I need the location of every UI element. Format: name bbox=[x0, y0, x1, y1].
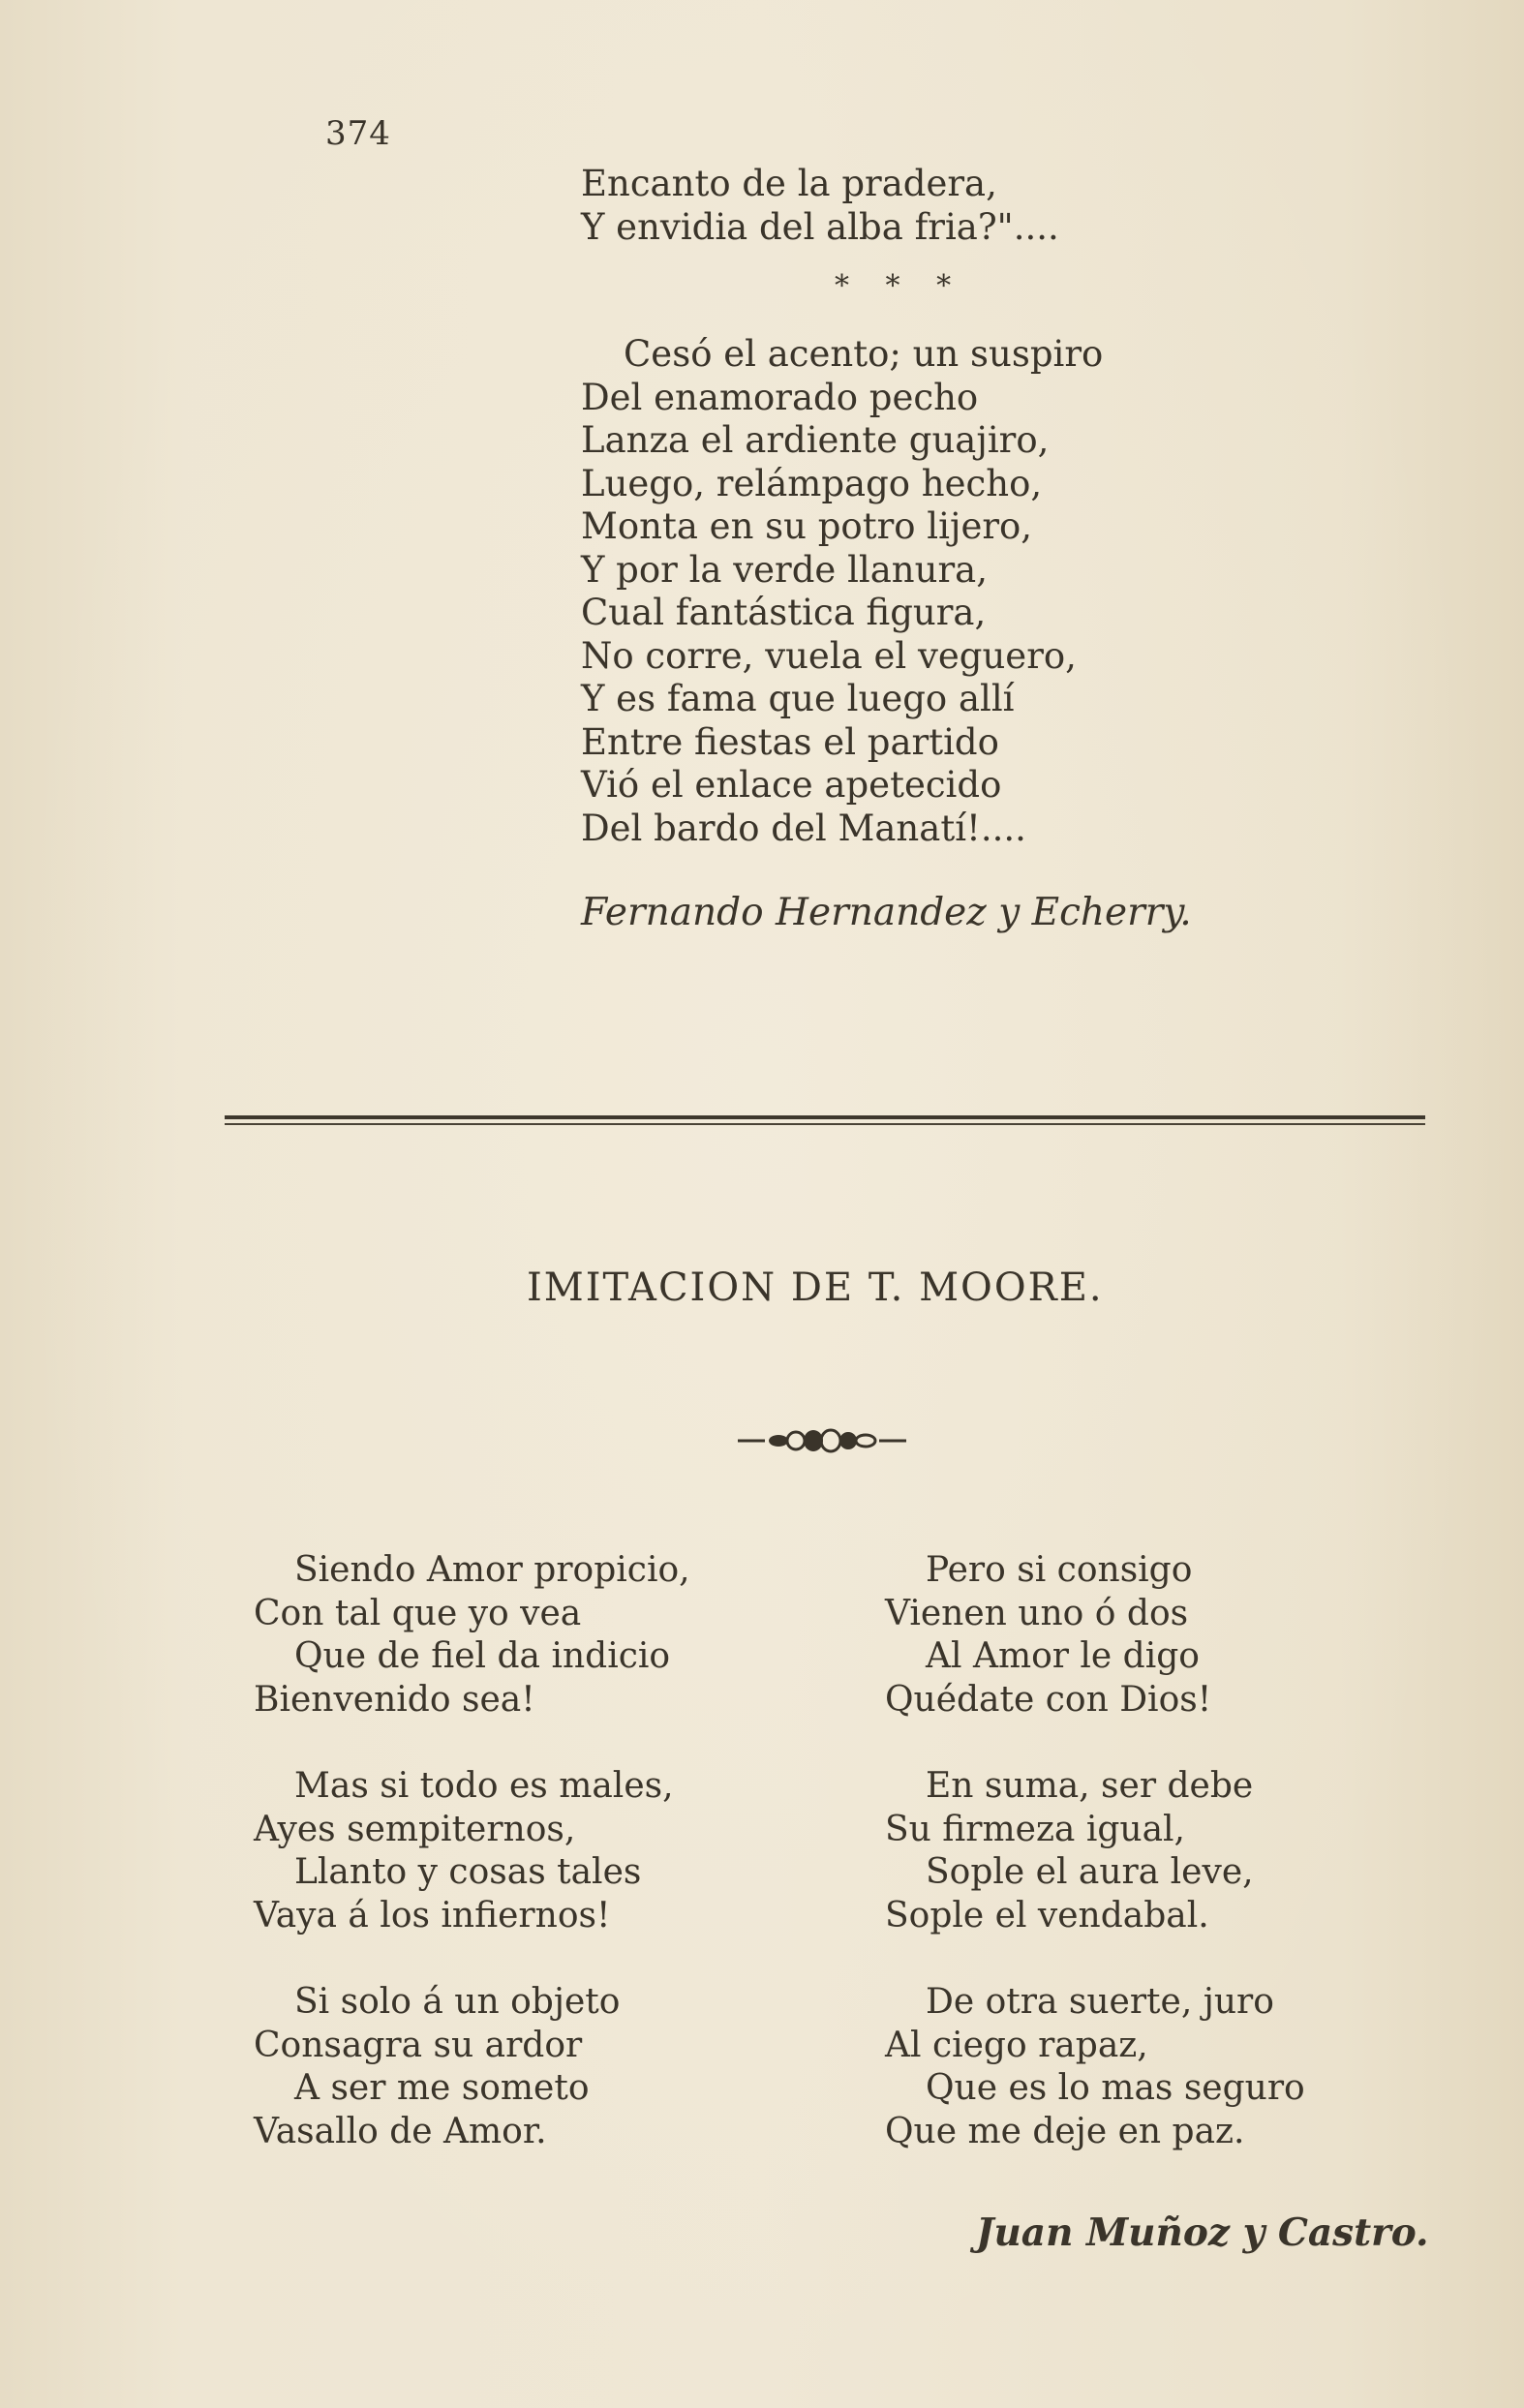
poem-title: IMITACION DE T. MOORE. bbox=[527, 1265, 1104, 1310]
poem-line: Vió el enlace apetecido bbox=[581, 764, 1002, 806]
poem-line: Luego, relámpago hecho, bbox=[581, 462, 1043, 504]
poem-line: Al Amor le digo bbox=[926, 1636, 1200, 1676]
author-signature-1: Fernando Hernandez y Echerry. bbox=[581, 891, 1192, 934]
right-stanza-1 bbox=[885, 1549, 1427, 1722]
page-number: 374 bbox=[325, 114, 391, 153]
poem-continuation-stanza bbox=[581, 333, 1317, 850]
poem-continuation-top bbox=[581, 163, 1259, 249]
poem-line: Con tal que yo vea bbox=[254, 1593, 582, 1633]
poem-line: Y es fama que luego allí bbox=[581, 678, 1015, 719]
poem-line: Cual fantástica figura, bbox=[581, 592, 987, 633]
poem-line: Bienvenido sea! bbox=[254, 1679, 535, 1720]
poem-line: Del bardo del Manatí!.... bbox=[581, 807, 1026, 849]
poem-line: Sople el vendabal. bbox=[885, 1895, 1209, 1936]
poem-line: Y envidia del alba fria?".... bbox=[581, 205, 1059, 248]
rule-thick-line bbox=[225, 1115, 1425, 1119]
rule-thin-line bbox=[225, 1123, 1425, 1125]
poem-line: Y por la verde llanura, bbox=[581, 548, 988, 591]
poem-line: Del enamorado pecho bbox=[581, 376, 979, 418]
poem-line: De otra suerte, juro bbox=[926, 1982, 1274, 2022]
author-signature-2: Juan Muñoz y Castro. bbox=[976, 2210, 1429, 2255]
poem-line: Que de fiel da indicio bbox=[294, 1636, 671, 1676]
poem-line: Su firmeza igual, bbox=[885, 1809, 1185, 1849]
poem-line: Consagra su ardor bbox=[254, 2025, 583, 2065]
ornament-flourish-icon bbox=[736, 1423, 908, 1458]
poem-line: Vaya á los infiernos! bbox=[254, 1895, 611, 1936]
poem-line: Llanto y cosas tales bbox=[294, 1852, 642, 1892]
left-stanza-2 bbox=[254, 1765, 796, 1937]
section-rule bbox=[225, 1115, 1425, 1127]
poem-line: Encanto de la pradera, bbox=[581, 163, 997, 204]
poem-line: No corre, vuela el veguero, bbox=[581, 634, 1077, 677]
poem-line: Mas si todo es males, bbox=[294, 1766, 674, 1806]
poem-line: A ser me someto bbox=[294, 2068, 590, 2108]
poem-line: Al ciego rapaz, bbox=[885, 2025, 1148, 2065]
poem-line: Siendo Amor propicio, bbox=[294, 1550, 690, 1590]
poem-line: Si solo á un objeto bbox=[294, 1982, 621, 2022]
poem-line: Quédate con Dios! bbox=[885, 1679, 1212, 1720]
poem-line: Cesó el acento; un suspiro bbox=[624, 333, 1104, 375]
poem-line: En suma, ser debe bbox=[926, 1766, 1254, 1806]
asterism-separator: * * * bbox=[835, 269, 965, 303]
poem-line: Ayes sempiternos, bbox=[254, 1809, 576, 1849]
left-stanza-3 bbox=[254, 1981, 796, 2153]
poem-line: Vienen uno ó dos bbox=[885, 1593, 1189, 1633]
poem-line: Vasallo de Amor. bbox=[254, 2111, 547, 2151]
left-stanza-1 bbox=[254, 1549, 796, 1722]
poem-line: Lanza el ardiente guajiro, bbox=[581, 419, 1050, 461]
right-stanza-2 bbox=[885, 1765, 1427, 1937]
right-stanza-3 bbox=[885, 1981, 1427, 2153]
poem-line: Que es lo mas seguro bbox=[926, 2068, 1305, 2108]
poem-line: Monta en su potro lijero, bbox=[581, 505, 1033, 547]
poem-line: Sople el aura leve, bbox=[926, 1852, 1254, 1892]
poem-line: Pero si consigo bbox=[926, 1550, 1193, 1590]
poem-line: Que me deje en paz. bbox=[885, 2111, 1245, 2151]
poem-line: Entre fiestas el partido bbox=[581, 720, 999, 763]
